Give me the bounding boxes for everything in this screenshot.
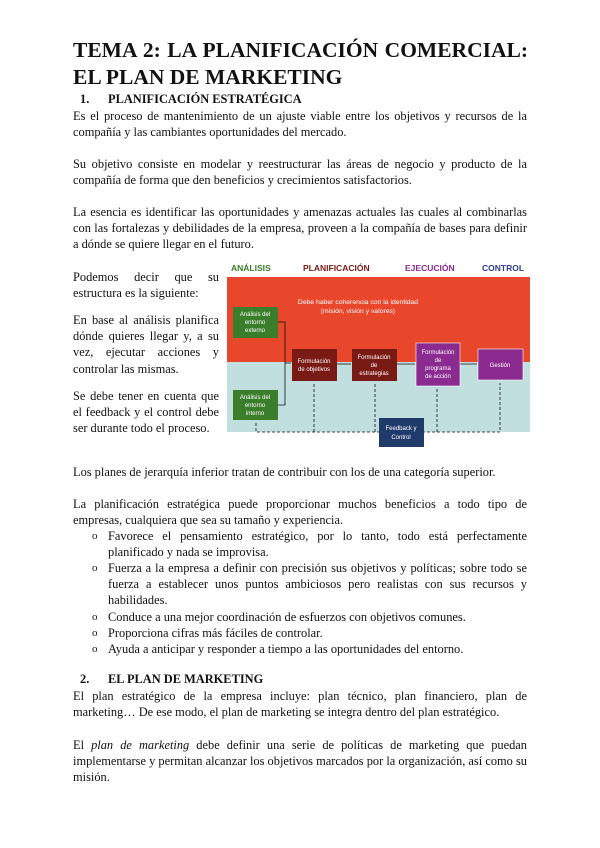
list-item: Fuerza a la empresa a definir con precisión sus objetivos y políticas; sobre todo se fuerza a establecer unos puntos ambiciosos pero realistas con sus recursos y habilidades.: [108, 561, 527, 608]
phase-ejecucion: EJECUCIÓN: [405, 263, 455, 273]
box-ext: entorno: [244, 320, 266, 326]
box-ext: externo: [244, 328, 266, 334]
paragraph: Los planes de jerarquía inferior tratan de contribuir con los de una categoría superior.: [73, 465, 496, 479]
bullet-icon: o: [92, 611, 98, 623]
phase-analisis: ANÁLISIS: [231, 263, 271, 273]
box-feedback: Control: [391, 435, 411, 441]
emphasis: plan de marketing: [91, 738, 190, 752]
box-obj: de objetivos: [297, 367, 331, 373]
paragraph: Su objetivo consiste en modelar y reestructurar las áreas de negocio y producto de la compañía de forma que den beneficios y crecimientos satisfactorios.: [73, 157, 527, 188]
list-item: Proporciona cifras más fáciles de controlar.: [108, 626, 323, 640]
box-prog: Formulación: [421, 350, 455, 356]
phase-control: CONTROL: [482, 263, 525, 273]
phase-planificacion: PLANIFICACIÓN: [303, 263, 370, 273]
bullet-icon: o: [92, 530, 98, 542]
section-number: 2.: [80, 672, 90, 686]
list-item: Conduce a una mejor coordinación de esfuerzos con objetivos comunes.: [108, 610, 466, 624]
coherence-text: (misión, visión y valores): [320, 308, 396, 315]
section-number: 1.: [80, 92, 90, 106]
box-feedback: Feedback y: [385, 426, 417, 432]
coherence-text: Debe haber coherencia con la identidad: [297, 299, 419, 306]
paragraph: Podemos decir que su estructura es la siguiente:: [73, 270, 219, 301]
bullet-icon: o: [92, 562, 98, 574]
paragraph: Se debe tener en cuenta que el feedback y el control debe ser durante todo el proceso.: [73, 389, 219, 436]
box-prog: programa: [425, 366, 451, 372]
box-gestion: Gestión: [489, 363, 511, 369]
list-item: Favorece el pensamiento estratégico, por lo tanto, todo está perfectamente planificado y nada se improvisa.: [108, 529, 527, 560]
bullet-icon: o: [92, 643, 98, 655]
section-heading: EL PLAN DE MARKETING: [108, 672, 264, 686]
section-heading: PLANIFICACIÓN ESTRATÉGICA: [108, 92, 302, 106]
paragraph: [73, 737, 527, 786]
box-estr: Formulación: [357, 355, 391, 361]
box-obj: Formulación: [297, 359, 331, 365]
box-ext: Análisis del: [239, 312, 271, 318]
paragraph: La esencia es identificar las oportunidades y amenazas actuales las cuales al combinarlas con las fortalezas y debilidades de la empresa, proveen a la compañía de bases para definir a dónde se quiere llegar en el futuro.: [73, 205, 527, 252]
planning-diagram: [225, 260, 535, 450]
box-int: interno: [245, 411, 265, 417]
box-estr: estrategias: [359, 371, 389, 377]
box-estr: de: [370, 363, 378, 369]
paragraph: Es el proceso de mantenimiento de un ajuste viable entre los objetivos y recursos de la compañía y las cambiantes oportunidades del mercado.: [73, 109, 527, 140]
text: El: [73, 738, 92, 752]
bullet-icon: o: [92, 627, 98, 639]
box-prog: de: [434, 358, 442, 364]
paragraph: En base al análisis planifica dónde quieres llegar y, a su vez, ejecutar acciones y controlar las mismas.: [73, 313, 219, 376]
text: debe definir una serie de políticas de marketing que puedan implementarse y permitan alcanzar los objetivos marcados por la organización, así como su misión.: [73, 738, 527, 785]
box-prog: de acción: [425, 374, 451, 380]
list-item: Ayuda a anticipar y responder a tiempo a las oportunidades del entorno.: [108, 642, 464, 656]
paragraph: La planificación estratégica puede proporcionar muchos beneficios a todo tipo de empresas, cualquiera que sea su tamaño y experiencia.: [73, 497, 527, 528]
box-int: Análisis del: [239, 395, 271, 401]
page-title: TEMA 2: LA PLANIFICACIÓN COMERCIAL: EL PLAN DE MARKETING: [73, 38, 528, 89]
paragraph: El plan estratégico de la empresa incluye: plan técnico, plan financiero, plan de marketing… De ese modo, el plan de marketing se integra dentro del plan estratégico.: [73, 689, 527, 720]
box-int: entorno: [244, 403, 266, 409]
